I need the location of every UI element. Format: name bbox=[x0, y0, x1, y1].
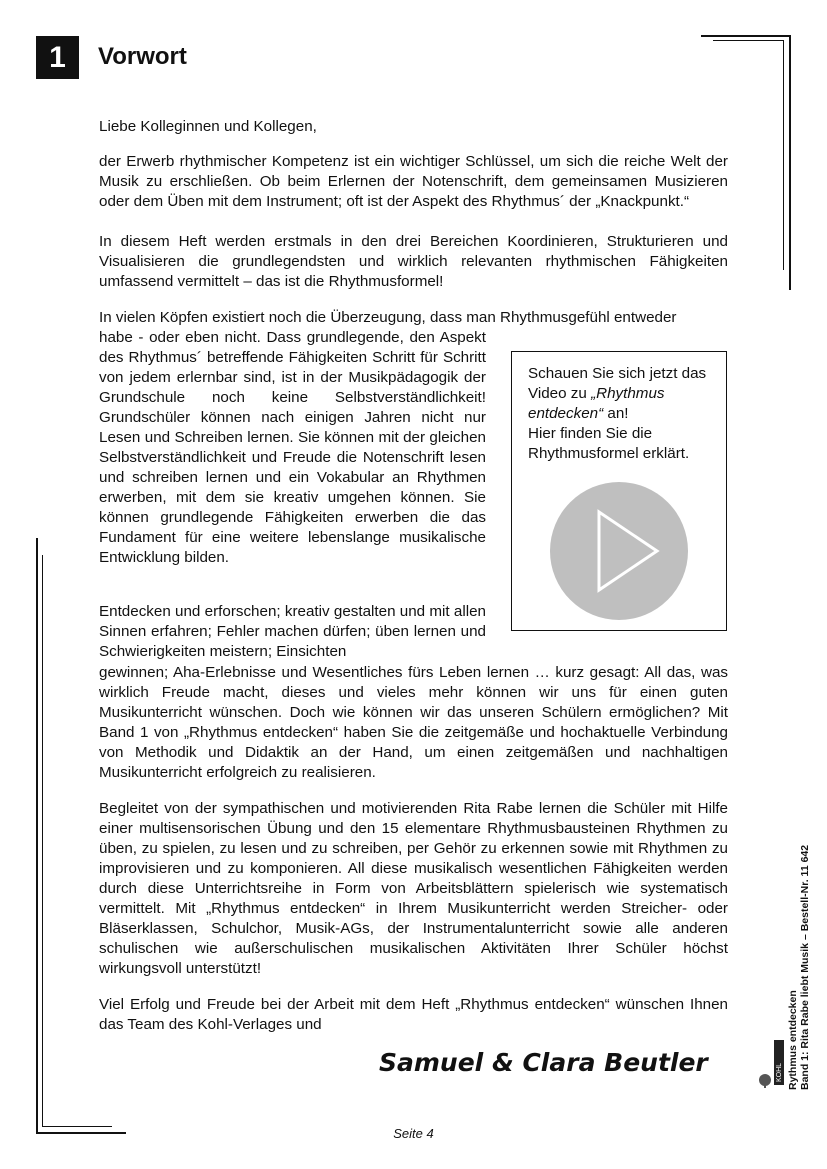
video-description bbox=[528, 364, 723, 464]
sidebar-series: Rythmus entdecken bbox=[787, 990, 799, 1090]
play-icon bbox=[550, 482, 688, 620]
paragraph-1: der Erwerb rhythmischer Kompetenz ist ein wichtiger Schlüssel, um sich die reiche Welt der Musik zu erschließen. Ob beim Erlernen der Notenschrift, dem gemeinsamen Musizieren oder dem Üben mit dem Instrument; oft ist der Aspekt des Rhythmus´ der „Knackpunkt.“ bbox=[99, 153, 728, 210]
paragraph-5: Begleitet von der sympathischen und motivierenden Rita Rabe lernen die Schüler mit Hilfe einer multisensorischen Übung und den 15 elementare Rhythmusbausteinen Rhythmen zu üben, zu spielen, zu lesen und zu schreiben, per Gehör zu erkennen sowie mit Rhythmen zu improvisieren und zu komponieren. All diese musikalisch wesentlichen Fähigkeiten werden durch diese Unterrichtsreihe in Form von Arbeitsblättern spielerisch wie systematisch vermittelt. Mit „Rhythmus entdecken“ in Ihrem Musikunterricht werden Streicher- oder Bläserklassen, Schulchor, Musik-AGs, der Instrumentalunterricht sowie alle anderen schulischen wie außerschulischen musikalischen Aktivitäten Ihrer Schüler höchst wirkungsvoll unterstützt! bbox=[99, 800, 728, 977]
frame-right-vertical-line bbox=[789, 35, 791, 290]
greeting: Liebe Kolleginnen und Kollegen, bbox=[99, 118, 317, 135]
chapter-number-box bbox=[36, 36, 79, 79]
video-text-line2: an! bbox=[603, 405, 629, 422]
video-text-line1: Schauen Sie sich jetzt das Video zu bbox=[528, 365, 707, 402]
sidebar-imprint bbox=[757, 740, 827, 1090]
svg-text:KOHL: KOHL bbox=[776, 1062, 783, 1082]
page-title: Vorwort bbox=[98, 43, 187, 70]
video-box bbox=[511, 351, 727, 631]
paragraph-3: habe - oder eben nicht. Dass grundlegende, den Aspekt des Rhythmus´ betreffende Fähigkeiten Schritt für Schritt von jedem erlernbar sind, ist in der Musikpädagogik der Grundschule noch keine Selbstverständlichkeit! Grundschüler können nach einigen Jahren nicht nur Lesen und Schreiben lernen. Sie können mit der gleichen Selbstverständlichkeit und Freude die Notenschrift lesen und schreiben lernen und ein Vokabular an Rhythmen erwerben, mit dem sie kreativ umgehen können. Sie können grundlegende Fähigkeiten erwerben die das Fundament für eine weitere lebenslange musikalische Entwicklung bilden. bbox=[99, 329, 486, 566]
frame-right-vertical-line-inner bbox=[783, 40, 784, 270]
paragraph-4-narrow: Entdecken und erforschen; kreativ gestalten und mit allen Sinnen erfahren; Fehler machen dürfen; üben lernen und Schwierigkeiten meistern; Einsichten bbox=[99, 603, 486, 660]
kohl-logo-icon bbox=[757, 1030, 787, 1090]
sidebar-text bbox=[787, 845, 811, 1090]
paragraph-3-lead: In vielen Köpfen existiert noch die Überzeugung, dass man Rhythmusgefühl entweder bbox=[99, 309, 677, 326]
video-title: „Rhythmus entdecken“ bbox=[528, 385, 665, 422]
video-text-line3: Hier finden Sie die Rhythmusformel erklärt. bbox=[528, 425, 690, 462]
sidebar-order-info: Band 1: Rita Rabe liebt Musik – Bestell-Nr. 11 642 bbox=[799, 844, 811, 1090]
play-button[interactable] bbox=[550, 482, 688, 620]
paragraph-2: In diesem Heft werden erstmals in den drei Bereichen Koordinieren, Strukturieren und Visualisieren die grundlegendsten und wirklich relevanten rhythmischen Fähigkeiten umfassend vermittelt – das ist die Rhythmusformel! bbox=[99, 233, 728, 290]
paragraph-6: Viel Erfolg und Freude bei der Arbeit mit dem Heft „Rhythmus entdecken“ wünschen Ihnen das Team des Kohl-Verlages und bbox=[99, 996, 728, 1033]
frame-top-right-line bbox=[701, 35, 791, 37]
frame-left-vertical-line-inner bbox=[42, 555, 43, 1127]
paragraph-4: gewinnen; Aha-Erlebnisse und Wesentliches fürs Leben lernen … kurz gesagt: All das, was wirklich Freude macht, dieses und vieles mehr können wir uns für einen guten Musikunterricht wünschen. Doch wie können wir das unseren Schülern ermöglichen? Mit Band 1 von „Rhythmus entdecken“ haben Sie die zeitgemäße und hochaktuelle Verbindung von Methodik und Didaktik an der Hand, um einen zeitgemäßen und nachhaltigen Musikunterricht erfolgreich zu realisieren. bbox=[99, 664, 728, 781]
frame-left-vertical-line bbox=[36, 538, 38, 1134]
page-number: Seite 4 bbox=[393, 1126, 434, 1141]
chapter-number: 1 bbox=[49, 41, 66, 74]
frame-top-right-line-inner bbox=[713, 40, 783, 41]
signature: Samuel & Clara Beutler bbox=[379, 1048, 708, 1077]
